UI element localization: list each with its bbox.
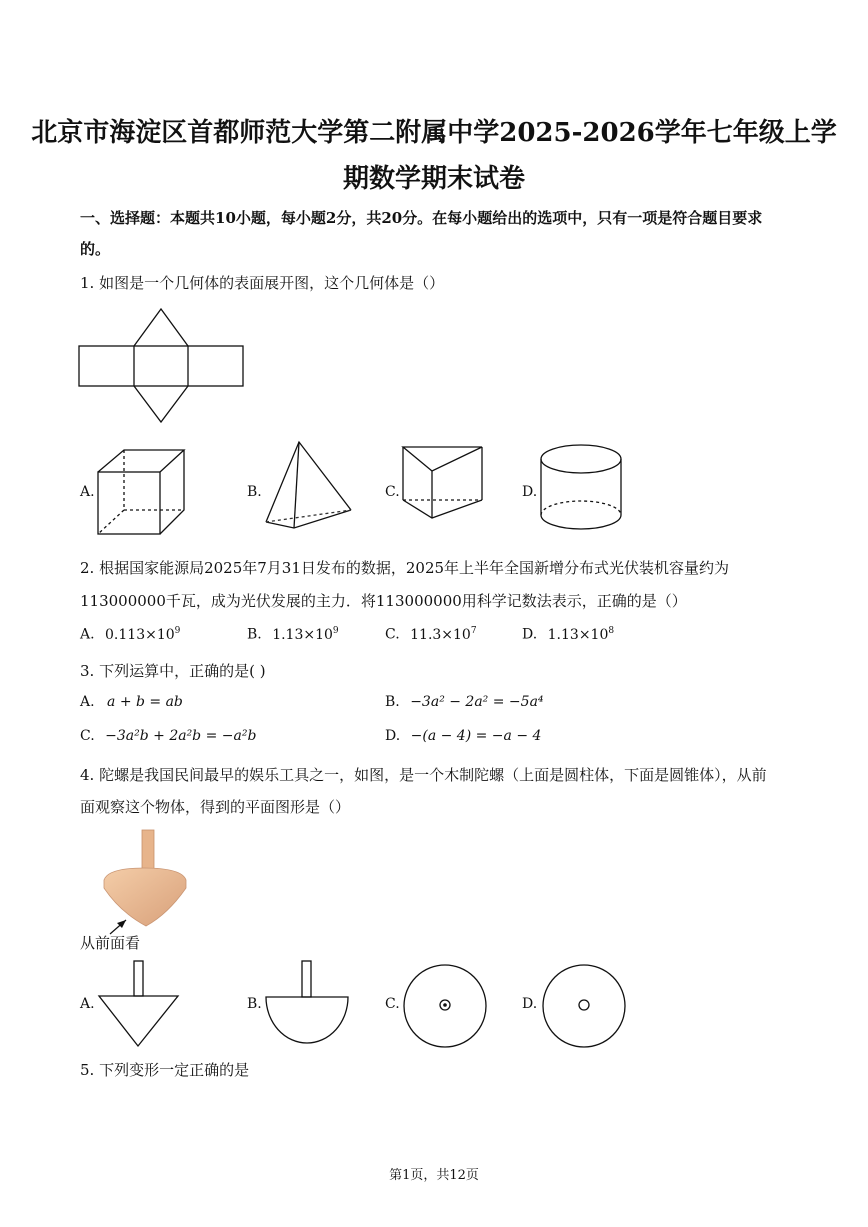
- q2-option-a[interactable]: [80, 626, 180, 643]
- option-value: 1.13×10: [547, 626, 609, 643]
- q2-option-d[interactable]: [522, 626, 614, 643]
- option-expression: −3a²b + 2a²b = −a²b: [105, 728, 257, 744]
- option-expression: −(a − 4) = −a − 4: [410, 728, 542, 744]
- q4-option-b-label[interactable]: B.: [247, 996, 262, 1012]
- q1-option-b-label[interactable]: B.: [247, 484, 262, 500]
- net-top-triangle: [134, 309, 188, 346]
- option-label: C.: [80, 728, 95, 744]
- view-caption: 从前面看: [80, 934, 141, 952]
- pyramid-figure: [264, 440, 354, 530]
- prism-figure: [402, 446, 484, 520]
- option-label: B.: [385, 694, 400, 710]
- cylinder-figure: [539, 443, 623, 533]
- question-3-stem: 3. 下列运算中，正确的是( ): [80, 662, 266, 680]
- section-heading: 一、选择题：本题共10小题，每小题2分，共20分。在每小题给出的选项中，只有一项是符合题目要求: [80, 209, 763, 227]
- option-value: 1.13×10: [272, 626, 333, 643]
- page-title-line2: 期数学期末试卷: [342, 164, 525, 194]
- question-2-line1: 2. 根据国家能源局2025年7月31日发布的数据，2025年上半年全国新增分布式光伏装机容量约为: [80, 559, 730, 577]
- option-exponent: 8: [608, 626, 615, 636]
- question-4-line1: 4. 陀螺是我国民间最早的娱乐工具之一，如图，是一个木制陀螺（上面是圆柱体，下面是圆锥体），从前: [80, 766, 767, 784]
- option-label: B.: [247, 626, 262, 643]
- spinning-top-photo: [98, 828, 188, 940]
- question-5-stem: 5. 下列变形一定正确的是: [80, 1061, 250, 1079]
- option-label: C.: [385, 626, 400, 643]
- q4-option-c-label[interactable]: C.: [385, 996, 400, 1012]
- option-label: A.: [80, 694, 95, 710]
- option-label: D.: [385, 728, 401, 744]
- q2-option-c[interactable]: [385, 626, 477, 643]
- circle-with-ring: [541, 963, 627, 1049]
- option-value: 0.113×10: [105, 626, 175, 643]
- circle-with-dot: [402, 963, 488, 1049]
- q3-option-b[interactable]: [385, 694, 544, 710]
- option-exponent: 9: [332, 626, 339, 636]
- q3-option-a[interactable]: [80, 694, 183, 710]
- q1-option-c-label[interactable]: C.: [385, 484, 400, 500]
- semicircle-with-stick: [264, 960, 350, 1046]
- net-bottom-triangle: [134, 386, 188, 422]
- net-rectangles: [79, 346, 243, 386]
- q4-option-a-label[interactable]: A.: [80, 996, 95, 1012]
- cube-figure: [96, 448, 188, 536]
- option-value: 11.3×10: [410, 626, 471, 643]
- option-exponent: 7: [470, 626, 477, 636]
- q3-option-d[interactable]: [385, 728, 541, 744]
- page-number: 第1页，共12页: [389, 1168, 479, 1183]
- q3-option-c[interactable]: [80, 728, 256, 744]
- question-4-line2: 面观察这个物体，得到的平面图形是（）: [80, 798, 351, 816]
- q2-option-b[interactable]: [247, 626, 339, 643]
- q1-option-a-label[interactable]: A.: [80, 484, 95, 500]
- q4-option-d-label[interactable]: D.: [522, 996, 538, 1012]
- net-diagram: [78, 307, 246, 425]
- question-1-stem: 1. 如图是一个几何体的表面展开图，这个几何体是（）: [80, 274, 445, 292]
- option-exponent: 9: [174, 626, 181, 636]
- q1-option-d-label[interactable]: D.: [522, 484, 538, 500]
- question-2-line2: 113000000千瓦，成为光伏发展的主力．将113000000用科学记数法表示，正确的是（）: [80, 592, 687, 610]
- option-label: A.: [80, 626, 95, 643]
- option-label: D.: [522, 626, 538, 643]
- option-expression: a + b = ab: [107, 694, 183, 710]
- option-expression: −3a² − 2a² = −5a⁴: [410, 694, 544, 710]
- section-heading-cont: 的。: [80, 240, 111, 258]
- triangle-with-stick: [97, 960, 181, 1048]
- page-title: 北京市海淀区首都师范大学第二附属中学2025-2026学年七年级上学: [31, 118, 837, 148]
